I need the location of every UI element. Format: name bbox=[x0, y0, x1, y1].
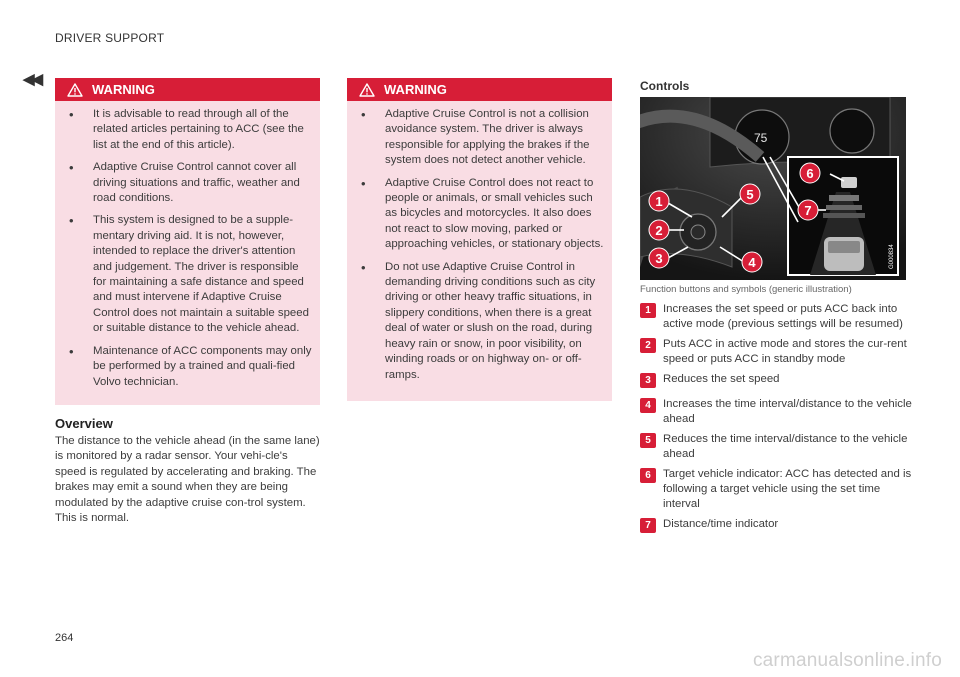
callout-2-label: 2 bbox=[655, 223, 663, 238]
number-badge: 6 bbox=[640, 468, 656, 483]
legend-item-7 bbox=[640, 517, 912, 532]
bullet: • bbox=[361, 175, 366, 191]
steering-wheel-illustration bbox=[640, 97, 906, 280]
controls-illustration bbox=[640, 97, 906, 280]
bullet: • bbox=[69, 107, 74, 122]
watermark: carmanualsonline.info bbox=[752, 650, 942, 671]
callout-1-label: 1 bbox=[655, 194, 663, 209]
bullet: • bbox=[69, 213, 74, 229]
callout-1 bbox=[649, 191, 669, 211]
legend-text: Target vehicle indicator: ACC has detected and is following a target vehicle using the set time interval bbox=[663, 468, 912, 510]
number-badge: 2 bbox=[640, 338, 656, 353]
warning-list bbox=[347, 101, 612, 400]
warning-item bbox=[69, 213, 312, 336]
bullet: • bbox=[361, 107, 366, 122]
callout-4 bbox=[742, 252, 762, 272]
callout-6 bbox=[800, 163, 820, 183]
number-badge: 5 bbox=[640, 433, 656, 448]
legend-item-1 bbox=[640, 302, 912, 331]
callout-7 bbox=[798, 200, 818, 220]
warning-text: This system is designed to be a supple-mentary driving aid. It is not, however, intended to replace the driver's attention and judgement. The driver is responsible for maintaining a safe distance and speed and must intervene if Adaptive Cruise Control does not maintain a suitable speed or suitable distance to the vehicle ahead. bbox=[93, 214, 309, 335]
legend-text: Reduces the set speed bbox=[663, 373, 780, 386]
warning-text: Maintenance of ACC components may only be performed by a trained and quali-fied Volvo technician. bbox=[93, 344, 312, 388]
page-number: 264 bbox=[55, 632, 74, 644]
number-badge: 3 bbox=[640, 373, 656, 388]
warning-text: Adaptive Cruise Control is not a collision avoidance system. The driver is always responsible for applying the brakes if the system does not detect another vehicle. bbox=[385, 108, 590, 167]
warning-box-middle bbox=[347, 78, 612, 401]
legend-text: Distance/time indicator bbox=[663, 518, 779, 531]
warning-box-left bbox=[55, 78, 320, 405]
figure-caption: Function buttons and symbols (generic illustration) bbox=[640, 284, 852, 295]
legend-item-4 bbox=[640, 397, 912, 426]
controls-legend bbox=[640, 302, 912, 538]
warning-item bbox=[361, 107, 604, 169]
warning-text: Adaptive Cruise Control cannot cover all driving situations and traffic, weather and road conditions. bbox=[93, 161, 300, 205]
callout-5 bbox=[740, 184, 760, 204]
callout-4-label: 4 bbox=[748, 255, 756, 270]
callout-3-label: 3 bbox=[655, 251, 663, 266]
bullet: • bbox=[361, 259, 366, 275]
number-badge: 7 bbox=[640, 518, 656, 533]
warning-header bbox=[347, 78, 612, 101]
legend-text: Increases the time interval/distance to the vehicle ahead bbox=[663, 397, 912, 425]
warning-triangle-icon bbox=[359, 83, 375, 97]
warning-item bbox=[361, 260, 604, 383]
legend-text: Puts ACC in active mode and stores the cur-rent speed or puts ACC in standby mode bbox=[663, 338, 907, 365]
warning-item bbox=[361, 176, 604, 253]
bullet: • bbox=[69, 343, 74, 359]
legend-item-2 bbox=[640, 337, 912, 366]
callout-2 bbox=[649, 220, 669, 240]
legend-item-5 bbox=[640, 432, 912, 461]
section-header: DRIVER SUPPORT bbox=[55, 31, 165, 45]
warning-header bbox=[55, 78, 320, 101]
number-badge: 4 bbox=[640, 398, 656, 413]
legend-text: Reduces the time interval/distance to the vehicle ahead bbox=[663, 433, 908, 460]
warning-item bbox=[69, 344, 312, 390]
bullet: • bbox=[69, 160, 74, 176]
warning-title: WARNING bbox=[92, 82, 155, 97]
back-arrows-icon[interactable]: ◀◀ bbox=[23, 71, 41, 88]
legend-item-3 bbox=[640, 372, 912, 387]
warning-item bbox=[69, 107, 312, 153]
number-badge: 1 bbox=[640, 303, 656, 318]
warning-text: Adaptive Cruise Control does not react to people or animals, or small vehicles such as bicycles and motorcycles. It also does not react to slow moving, parked or approaching vehicles, or stationary objects. bbox=[385, 176, 604, 251]
figure-code: G000834 bbox=[889, 244, 895, 269]
callout-6-label: 6 bbox=[806, 166, 814, 181]
overview-text: The distance to the vehicle ahead (in the same lane) is monitored by a radar sensor. Your vehi-cle's speed is regulated by accelerating and braking. The brakes may emit a sound when they are being modulated by the adaptive cruise con-trol system. This is normal. bbox=[55, 435, 320, 525]
callout-7-label: 7 bbox=[804, 203, 812, 218]
warning-list bbox=[55, 101, 320, 407]
callout-3 bbox=[649, 248, 669, 268]
warning-item bbox=[69, 160, 312, 206]
controls-title: Controls bbox=[640, 79, 690, 93]
legend-text: Increases the set speed or puts ACC back into active mode (previous settings will be resumed) bbox=[663, 303, 903, 330]
warning-title: WARNING bbox=[384, 82, 447, 97]
speed-readout: 75 bbox=[754, 131, 768, 145]
legend-item-6 bbox=[640, 467, 912, 511]
callout-5-label: 5 bbox=[746, 187, 754, 202]
warning-text: Do not use Adaptive Cruise Control in demanding driving conditions such as city driving or other heavy traffic situations, in slippery conditions, when there is a great deal of water or slush on the road, during heavy rain or snow, in poor visibility, on winding roads or on highway on- or off-ramps. bbox=[385, 260, 596, 381]
warning-text: It is advisable to read through all of the related articles pertaining to ACC (see the list at the end of this article). bbox=[93, 108, 304, 151]
warning-triangle-icon bbox=[67, 83, 83, 97]
overview-section bbox=[55, 416, 321, 526]
overview-title: Overview bbox=[55, 416, 113, 431]
